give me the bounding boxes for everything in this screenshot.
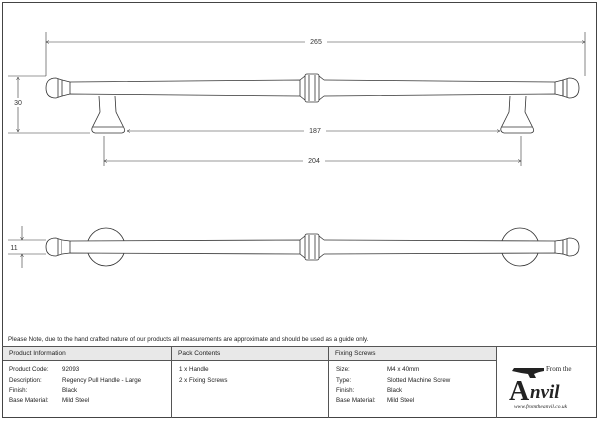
column-divider <box>496 347 497 418</box>
dim-label-overall-length: 265 <box>310 39 322 46</box>
logo-website: www.fromtheanvil.co.uk <box>514 404 568 410</box>
description-label: Description: <box>9 377 42 384</box>
screw-size-label: Size: <box>336 366 350 373</box>
product-information-title: Product Information <box>9 350 66 357</box>
fixing-screws-title: Fixing Screws <box>335 350 376 357</box>
plan-right-bar <box>324 240 563 254</box>
right-foot <box>501 96 534 133</box>
from-the-anvil-logo <box>500 362 592 414</box>
product-code-value: 92093 <box>62 366 80 373</box>
screw-type-label: Type: <box>336 377 352 384</box>
screw-material-label: Base Material: <box>336 397 376 404</box>
logo-brand-text: nvil <box>530 382 560 403</box>
finish-label: Finish: <box>9 387 28 394</box>
screw-size-value: M4 x 40mm <box>387 366 420 373</box>
finish-value: Black <box>62 387 78 394</box>
logo-from-the: From the <box>546 365 572 373</box>
pack-contents-title: Pack Contents <box>178 350 221 357</box>
pack-item: 2 x Fixing Screws <box>179 377 228 384</box>
plan-left-end-finial <box>46 238 62 256</box>
plan-view <box>46 228 579 266</box>
left-bar-section <box>62 80 300 96</box>
base-material-label: Base Material: <box>9 397 49 404</box>
right-bar-section <box>324 80 563 96</box>
plan-left-bar <box>62 240 300 254</box>
dim-label-height: 30 <box>14 100 22 107</box>
side-view <box>46 74 579 133</box>
fixing-screws-header <box>329 347 496 361</box>
dim-label-width: 11 <box>10 245 18 252</box>
left-foot <box>92 96 125 133</box>
column-divider <box>328 347 329 418</box>
right-end-finial <box>563 78 579 98</box>
screw-finish-label: Finish: <box>336 387 355 394</box>
screw-type-value: Slotted Machine Screw <box>387 377 451 384</box>
pack-contents-header <box>172 347 328 361</box>
measurement-note: Please Note, due to the hand crafted nature of our products all measurements are approximate and should be used as a guide only. <box>8 336 369 343</box>
plan-right-end-finial <box>563 238 579 256</box>
screw-material-value: Mild Steel <box>387 397 415 404</box>
description-value: Regency Pull Handle - Large <box>62 377 142 384</box>
screw-finish-value: Black <box>387 387 403 394</box>
base-material-value: Mild Steel <box>62 397 90 404</box>
dim-label-inner-centres: 187 <box>309 128 321 135</box>
pack-item: 1 x Handle <box>179 366 209 373</box>
left-end-finial <box>46 78 62 98</box>
plan-centre-collar <box>305 234 319 260</box>
dim-label-fixing-centres: 204 <box>308 158 320 165</box>
column-divider <box>171 347 172 418</box>
centre-collar <box>305 74 319 102</box>
svg-text:A: A <box>509 376 530 407</box>
product-information-header <box>3 347 171 361</box>
product-code-label: Product Code: <box>9 366 49 373</box>
logo-header-space <box>497 347 596 361</box>
